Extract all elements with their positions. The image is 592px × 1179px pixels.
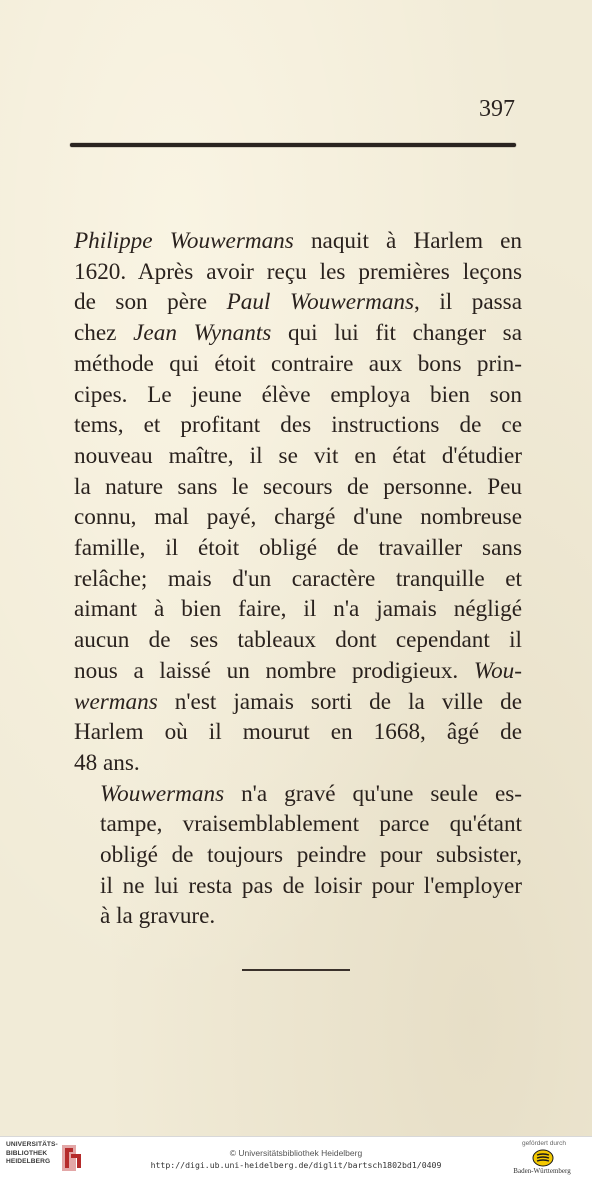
text-line (74, 533, 522, 564)
text-line (74, 226, 522, 257)
text-line (74, 318, 522, 349)
text-line (74, 380, 522, 411)
text-run: méthode qui étoit contraire aux bons prin- (74, 350, 522, 377)
text-run: qui lui fit changer sa (271, 320, 522, 347)
paragraph (74, 779, 522, 933)
text-run: aucun de ses tableaux dont cependant il (74, 627, 522, 654)
text-line (74, 625, 522, 656)
italic-name: Wou- (473, 657, 522, 684)
text-run: n'est jamais sorti de la ville de (157, 688, 522, 715)
text-run: à la gravure. (100, 903, 216, 930)
text-line (74, 287, 522, 318)
paragraph (74, 226, 522, 779)
text-line (74, 656, 522, 687)
text-line (74, 901, 522, 932)
text-run: famille, il étoit obligé de travailler sans (74, 535, 522, 562)
body-text (74, 226, 522, 932)
text-run: la nature sans le secours de personne. Peu (74, 473, 522, 500)
text-run: il ne lui resta pas de loisir pour l'employer (100, 872, 522, 899)
text-line (74, 809, 522, 840)
top-rule (70, 143, 516, 147)
text-line (74, 840, 522, 871)
text-line (74, 748, 522, 779)
text-run: n'a gravé qu'une seule es- (224, 780, 522, 807)
text-run: tems, et profitant des instructions de ce (74, 412, 522, 439)
library-logo-text[interactable]: UNIVERSITÄTS-BIBLIOTHEK HEIDELBERG (6, 1141, 58, 1165)
text-line (74, 717, 522, 748)
italic-name: Jean Wynants (133, 320, 272, 347)
text-run: de son père (74, 289, 227, 316)
text-run: , il passa (414, 289, 522, 316)
bottom-rule (242, 969, 350, 971)
page-number: 397 (479, 96, 515, 122)
text-line (74, 472, 522, 503)
text-run: chez (74, 320, 134, 347)
text-run: nouveau maître, il se vit en état d'étudier (74, 442, 522, 469)
text-line (74, 564, 522, 595)
funder-label: Baden-Württemberg (513, 1167, 571, 1175)
text-line (74, 594, 522, 625)
funded-by-label: gefördert durch (521, 1140, 567, 1147)
baden-wuerttemberg-emblem-icon[interactable] (532, 1149, 554, 1167)
text-run: cipes. Le jeune élève employa bien son (74, 381, 522, 408)
text-run: Harlem où il mourut en 1668, âgé de (74, 719, 522, 746)
text-line (74, 779, 522, 810)
text-run: naquit à Harlem en (293, 228, 522, 254)
italic-name: Paul Wouwermans (226, 289, 415, 316)
text-line (74, 687, 522, 718)
text-run: obligé de toujours peindre pour subsister, (100, 842, 522, 869)
footer-bar (0, 1136, 592, 1179)
text-run: 1620. Après avoir reçu les premières leçons (74, 258, 522, 285)
text-run: 48 ans. (74, 749, 140, 776)
text-run: nous a laissé un nombre prodigieux. (74, 657, 474, 684)
text-run: connu, mal payé, chargé d'une nombreuse (74, 504, 522, 531)
text-line (74, 441, 522, 472)
text-run: aimant à bien faire, il n'a jamais négligé (74, 596, 522, 623)
copyright-text: © Universitätsbibliothek Heidelberg (229, 1148, 363, 1158)
italic-name: Wouwermans (100, 780, 225, 807)
italic-name: Philippe Wouwermans (74, 228, 294, 254)
text-line (74, 349, 522, 380)
text-run: relâche; mais d'un caractère tranquille et (74, 565, 522, 592)
text-run: tampe, vraisemblablement parce qu'étant (100, 811, 522, 838)
text-line (74, 871, 522, 902)
italic-name: wermans (74, 688, 158, 715)
text-line (74, 410, 522, 441)
text-line (74, 257, 522, 288)
source-url-link[interactable]: http://digi.ub.uni-heidelberg.de/diglit/bartsch1802bd1/0409 (150, 1160, 442, 1170)
text-line (74, 502, 522, 533)
